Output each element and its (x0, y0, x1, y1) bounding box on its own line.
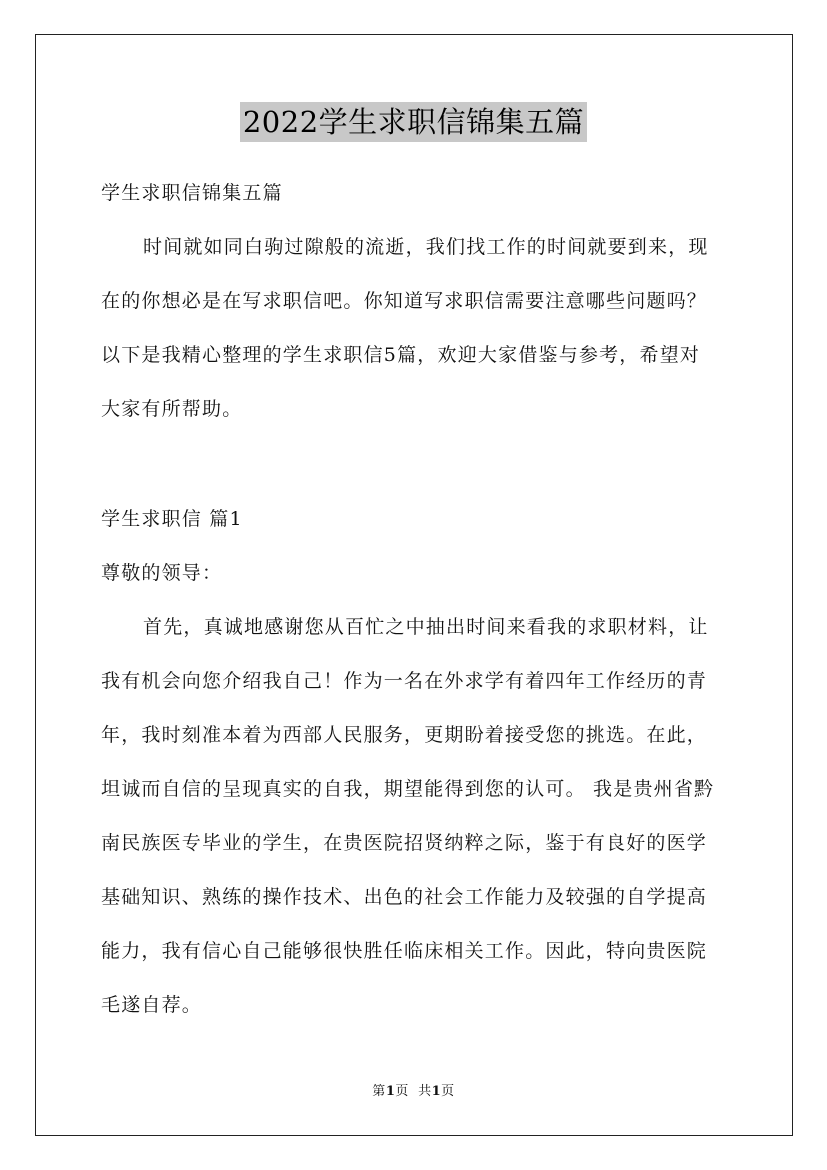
section-heading: 学生求职信 篇1 (101, 508, 243, 530)
letter-body-paragraph (101, 600, 729, 1032)
letter-greeting: 尊敬的领导： (101, 562, 223, 584)
intro-line: 在的你想必是在写求职信吧。你知道写求职信需要注意哪些问题吗？ (101, 290, 708, 312)
body-line: 坦诚而自信的呈现真实的自我，期望能得到您的认可。 我是贵州省黔 (101, 778, 715, 800)
body-line: 毛遂自荐。 (101, 994, 203, 1016)
footer-page-number: 1 (385, 1084, 396, 1099)
footer-suffix: 页 (441, 1084, 455, 1099)
intro-paragraph (101, 220, 729, 436)
intro-line: 以下是我精心整理的学生求职信5篇，欢迎大家借鉴与参考，希望对 (101, 344, 701, 366)
document-title: 2022学生求职信锦集五篇 (240, 102, 587, 142)
page-footer (0, 1083, 827, 1101)
footer-prefix: 第 (372, 1084, 386, 1099)
footer-mid: 页 共 (395, 1084, 432, 1099)
body-line: 我有机会向您介绍我自己！作为一名在外求学有着四年工作经历的青 (101, 670, 708, 692)
intro-line: 时间就如同白驹过隙般的流逝，我们找工作的时间就要到来，现 (143, 236, 709, 258)
body-line: 年，我时刻准本着为西部人民服务，更期盼着接受您的挑选。在此， (101, 724, 708, 746)
title-container (0, 102, 827, 142)
body-line: 基础知识、熟练的操作技术、出色的社会工作能力及较强的自学提高 (101, 886, 708, 908)
body-line: 南民族医专毕业的学生，在贵医院招贤纳粹之际，鉴于有良好的医学 (101, 832, 708, 854)
document-subtitle: 学生求职信锦集五篇 (101, 182, 283, 204)
footer-total-pages: 1 (431, 1084, 442, 1099)
body-line: 首先，真诚地感谢您从百忙之中抽出时间来看我的求职材料，让 (143, 616, 709, 638)
intro-line: 大家有所帮助。 (101, 398, 243, 420)
body-line: 能力，我有信心自己能够很快胜任临床相关工作。因此，特向贵医院 (101, 940, 708, 962)
